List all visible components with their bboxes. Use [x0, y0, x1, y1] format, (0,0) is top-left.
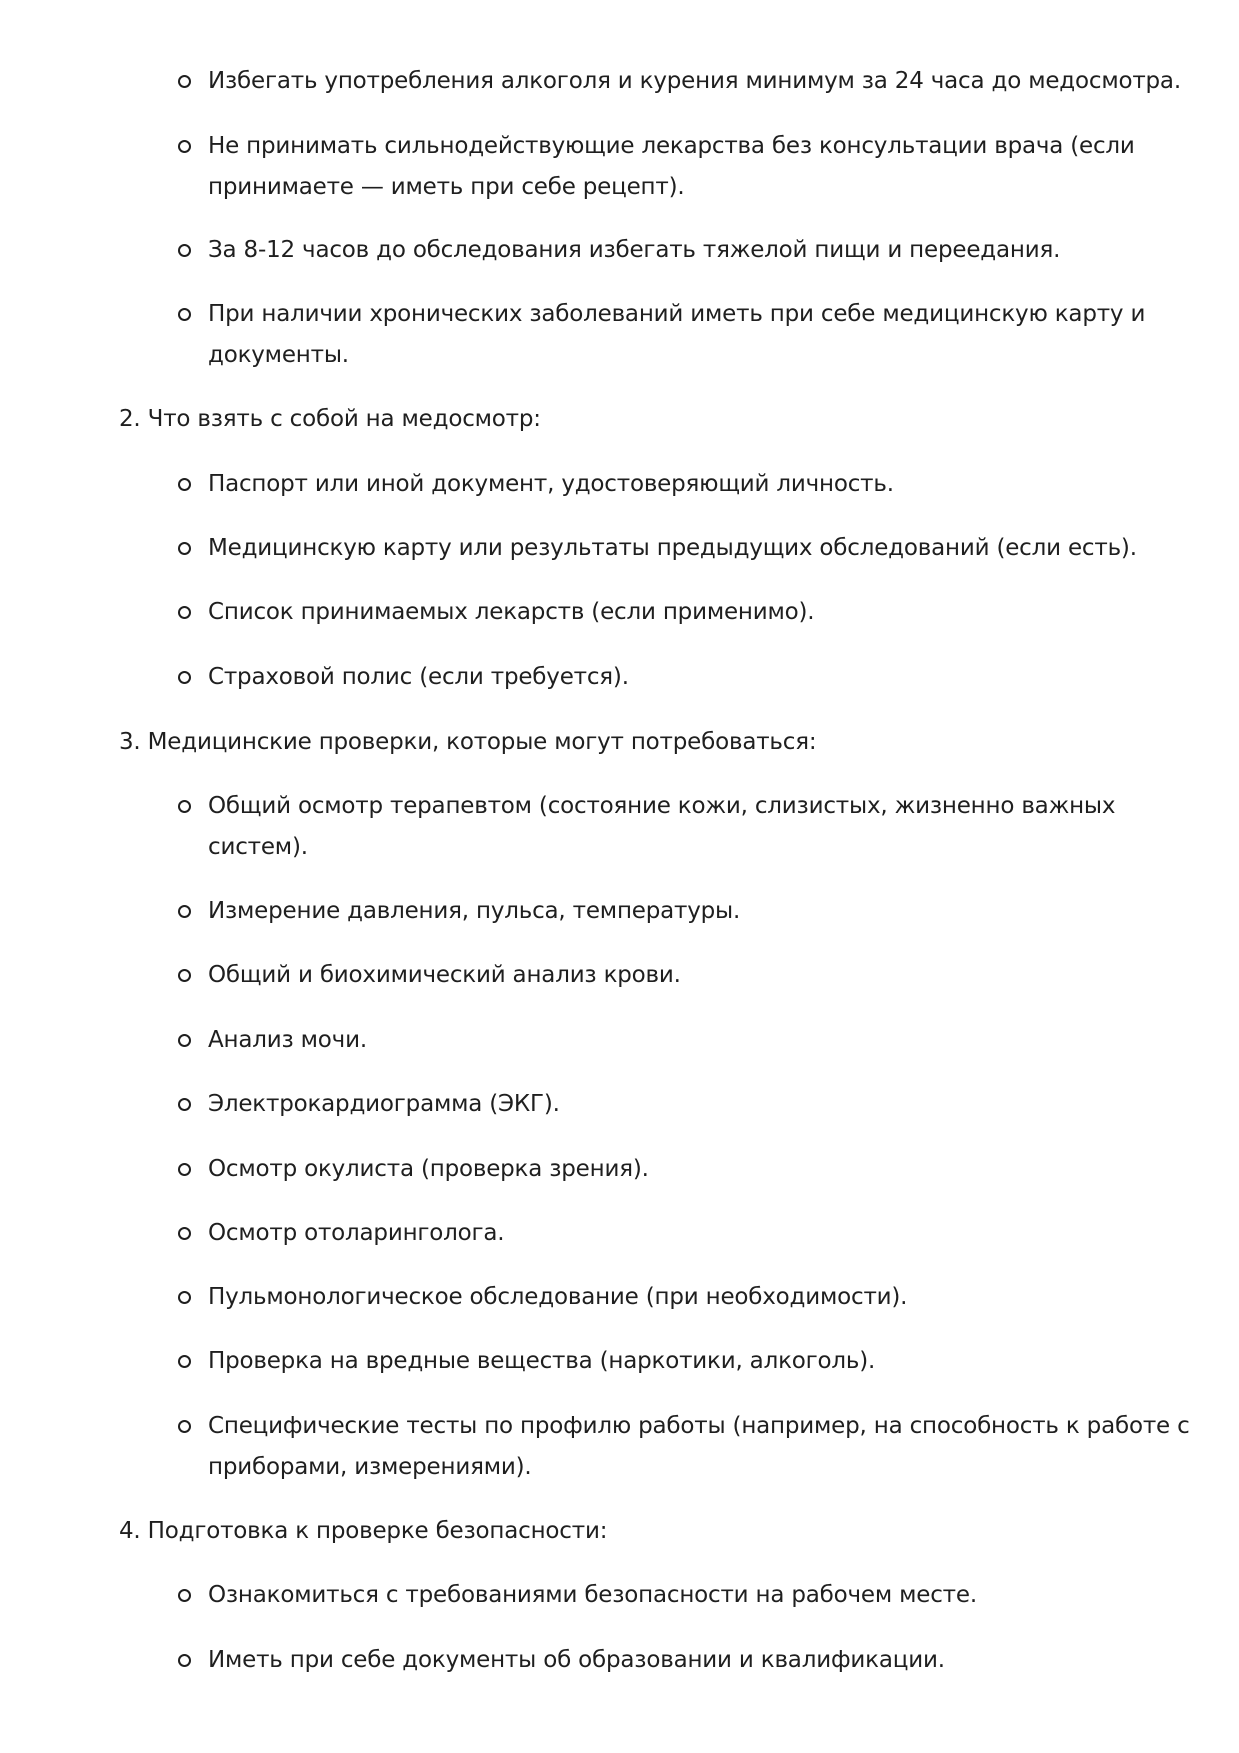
list-bullet-icon	[178, 905, 191, 918]
list-item-continuation: приборами, измерениями).	[208, 1454, 532, 1480]
list-bullet-icon	[178, 1163, 191, 1176]
list-item: Паспорт или иной документ, удостоверяющий личность.	[208, 471, 894, 497]
list-item: За 8-12 часов до обследования избегать тяжелой пищи и переедания.	[208, 237, 1061, 263]
list-item: Иметь при себе документы об образовании и квалификации.	[208, 1647, 945, 1673]
list-bullet-icon	[178, 969, 191, 982]
list-item: Общий и биохимический анализ крови.	[208, 962, 681, 988]
list-bullet-icon	[178, 308, 191, 321]
list-item: При наличии хронических заболеваний иметь при себе медицинскую карту и	[208, 301, 1146, 327]
list-item: Осмотр окулиста (проверка зрения).	[208, 1156, 649, 1182]
list-bullet-icon	[178, 75, 191, 88]
list-bullet-icon	[178, 478, 191, 491]
section-heading: 4. Подготовка к проверке безопасности:	[119, 1518, 608, 1544]
list-item: Страховой полис (если требуется).	[208, 664, 629, 690]
list-bullet-icon	[178, 1420, 191, 1433]
list-item: Ознакомиться с требованиями безопасности на рабочем месте.	[208, 1582, 977, 1608]
list-item: Не принимать сильнодействующие лекарства без консультации врача (если	[208, 133, 1135, 159]
list-item: Пульмонологическое обследование (при необходимости).	[208, 1284, 908, 1310]
list-item: Специфические тесты по профилю работы (например, на способность к работе с	[208, 1413, 1190, 1439]
list-bullet-icon	[178, 1589, 191, 1602]
list-item: Анализ мочи.	[208, 1027, 367, 1053]
list-bullet-icon	[178, 1034, 191, 1047]
list-bullet-icon	[178, 1098, 191, 1111]
list-bullet-icon	[178, 1355, 191, 1368]
list-item: Проверка на вредные вещества (наркотики, алкоголь).	[208, 1348, 876, 1374]
list-bullet-icon	[178, 542, 191, 555]
list-bullet-icon	[178, 1291, 191, 1304]
section-heading: 2. Что взять с собой на медосмотр:	[119, 406, 541, 432]
list-bullet-icon	[178, 606, 191, 619]
list-bullet-icon	[178, 1654, 191, 1667]
list-bullet-icon	[178, 244, 191, 257]
list-item: Избегать употребления алкоголя и курения минимум за 24 часа до медосмотра.	[208, 68, 1181, 94]
list-item-continuation: принимаете — иметь при себе рецепт).	[208, 174, 685, 200]
list-item-continuation: документы.	[208, 342, 349, 368]
list-item: Электрокардиограмма (ЭКГ).	[208, 1091, 560, 1117]
list-item: Медицинскую карту или результаты предыдущих обследований (если есть).	[208, 535, 1137, 561]
list-item: Список принимаемых лекарств (если применимо).	[208, 599, 815, 625]
list-bullet-icon	[178, 800, 191, 813]
list-item: Общий осмотр терапевтом (состояние кожи, слизистых, жизненно важных	[208, 793, 1116, 819]
list-item-continuation: систем).	[208, 834, 308, 860]
list-item: Измерение давления, пульса, температуры.	[208, 898, 741, 924]
list-bullet-icon	[178, 1227, 191, 1240]
section-heading: 3. Медицинские проверки, которые могут потребоваться:	[119, 729, 817, 755]
list-bullet-icon	[178, 140, 191, 153]
list-bullet-icon	[178, 671, 191, 684]
list-item: Осмотр отоларинголога.	[208, 1220, 505, 1246]
